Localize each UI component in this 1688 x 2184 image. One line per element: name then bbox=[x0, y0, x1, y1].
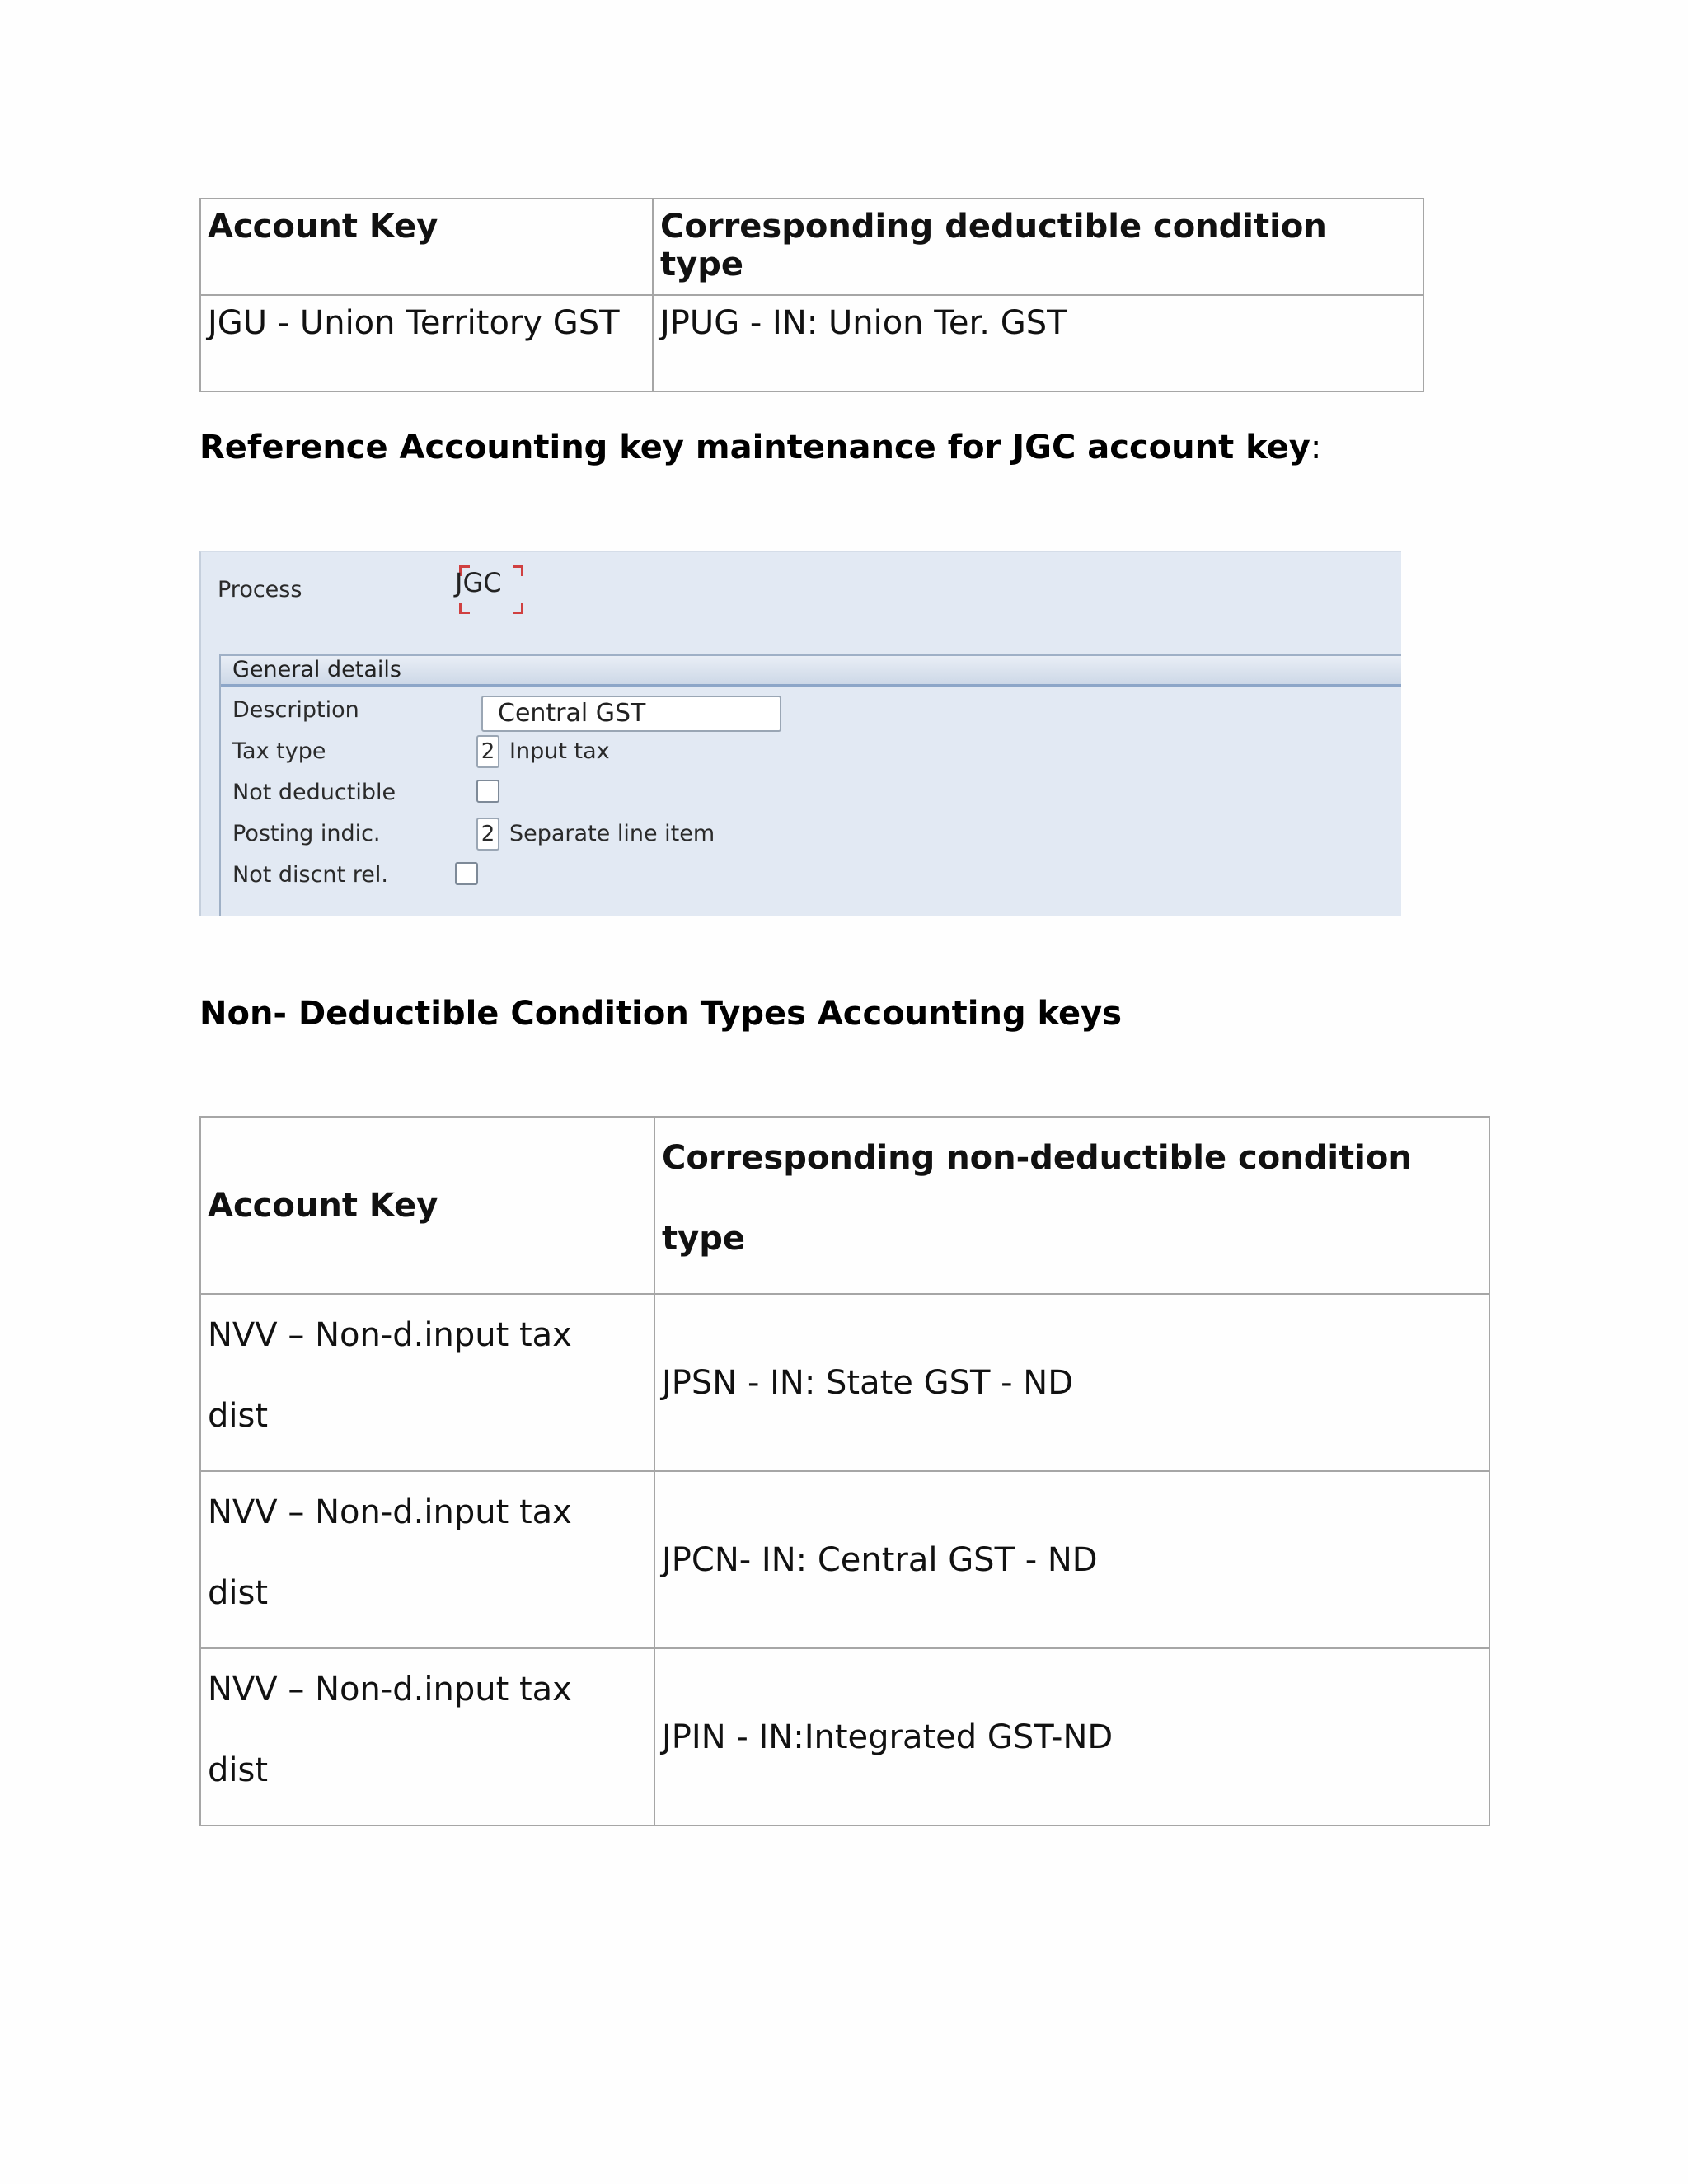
account-key-cell bbox=[200, 1648, 654, 1825]
non-deductible-condition-table bbox=[199, 1116, 1490, 1826]
description-label: Description bbox=[232, 697, 359, 723]
not-deductible-label: Not deductible bbox=[232, 780, 396, 805]
focus-corner bbox=[459, 603, 470, 614]
condition-type-cell: JPUG - IN: Union Ter. GST bbox=[653, 295, 1423, 391]
not-deductible-checkbox[interactable] bbox=[476, 780, 499, 803]
header-account-key: Account Key bbox=[200, 199, 653, 295]
account-key-cell bbox=[200, 1471, 654, 1648]
general-details-title: General details bbox=[221, 656, 1401, 687]
reference-accounting-key-heading bbox=[199, 429, 1321, 466]
table-row bbox=[200, 1648, 1489, 1825]
deductible-condition-table bbox=[199, 198, 1424, 392]
posting-indic-field[interactable]: 2 bbox=[476, 818, 499, 851]
header-line-2: type bbox=[662, 1220, 745, 1258]
general-details-group bbox=[219, 654, 1401, 916]
account-key-line-1: NVV – Non-d.input tax bbox=[208, 1316, 572, 1354]
not-discnt-rel-label: Not discnt rel. bbox=[232, 862, 388, 888]
focus-corner bbox=[513, 565, 523, 576]
condition-type-cell: JPSN - IN: State GST - ND bbox=[654, 1294, 1489, 1471]
condition-type-cell: JPIN - IN:Integrated GST-ND bbox=[654, 1648, 1489, 1825]
header-line-1: Corresponding non-deductible condition bbox=[662, 1139, 1412, 1177]
tax-type-text: Input tax bbox=[509, 738, 610, 764]
table-header-row bbox=[200, 199, 1423, 295]
account-key-line-1: NVV – Non-d.input tax bbox=[208, 1493, 572, 1531]
table-row bbox=[200, 295, 1423, 391]
process-field[interactable]: JGC bbox=[455, 567, 502, 598]
table-header-row bbox=[200, 1117, 1489, 1294]
non-deductible-heading: Non- Deductible Condition Types Accounting keys bbox=[199, 995, 1123, 1033]
header-account-key: Account Key bbox=[200, 1117, 654, 1294]
account-key-line-2: dist bbox=[208, 1397, 269, 1435]
tax-type-field[interactable]: 2 bbox=[476, 735, 499, 768]
account-key-line-2: dist bbox=[208, 1574, 269, 1612]
header-deductible-condition-type: Corresponding deductible condition type bbox=[653, 199, 1423, 295]
table-row bbox=[200, 1294, 1489, 1471]
account-key-line-2: dist bbox=[208, 1751, 269, 1789]
account-key-line-1: NVV – Non-d.input tax bbox=[208, 1671, 572, 1708]
description-field[interactable]: Central GST bbox=[481, 696, 781, 732]
process-label: Process bbox=[218, 577, 302, 602]
account-key-cell bbox=[200, 1294, 654, 1471]
heading-text: Reference Accounting key maintenance for JGC account key bbox=[199, 429, 1311, 466]
not-discnt-rel-checkbox[interactable] bbox=[455, 862, 478, 885]
sap-accounting-key-screen bbox=[199, 551, 1401, 916]
posting-indic-text: Separate line item bbox=[509, 821, 715, 846]
account-key-cell: JGU - Union Territory GST bbox=[200, 295, 653, 391]
focus-corner bbox=[513, 603, 523, 614]
tax-type-label: Tax type bbox=[232, 738, 326, 764]
header-non-deductible-condition-type bbox=[654, 1117, 1489, 1294]
heading-colon: : bbox=[1310, 429, 1322, 466]
condition-type-cell: JPCN- IN: Central GST - ND bbox=[654, 1471, 1489, 1648]
posting-indic-label: Posting indic. bbox=[232, 821, 381, 846]
table-row bbox=[200, 1471, 1489, 1648]
